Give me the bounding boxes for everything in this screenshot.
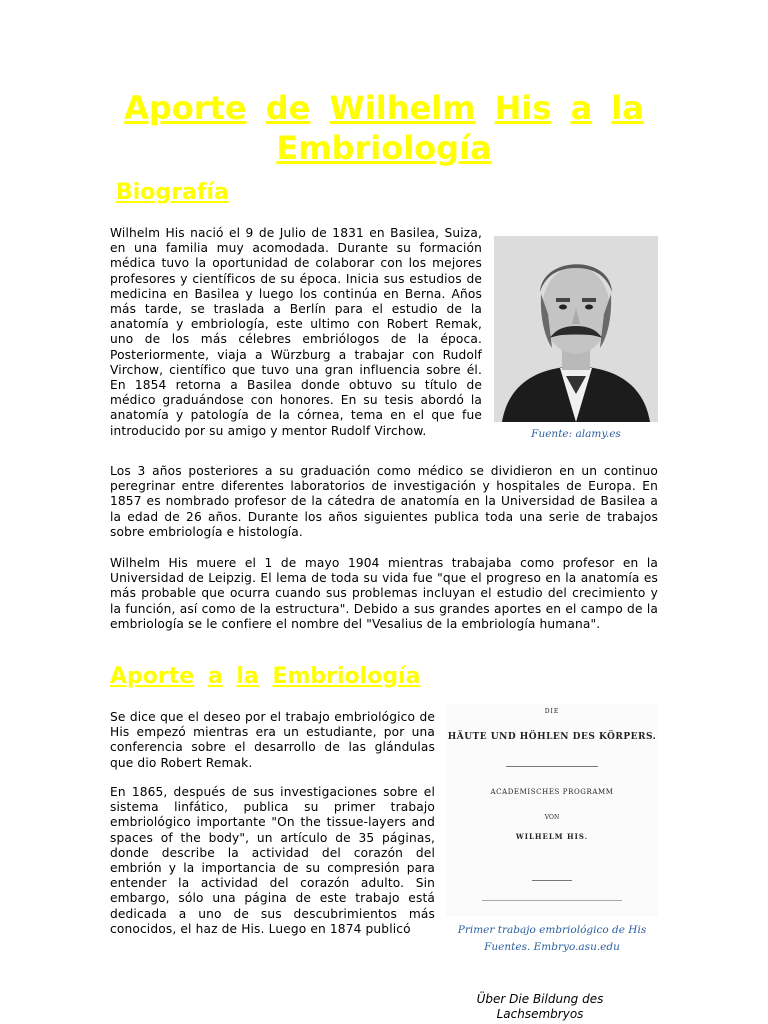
next-section-caption (460, 992, 620, 1022)
doc-divider (532, 880, 572, 881)
title-word: de (265, 89, 311, 127)
aporte-heading-word: a (207, 664, 223, 689)
footer-line-1: Über Die Bildung des (476, 992, 604, 1006)
aporte-heading-word: la (236, 664, 259, 689)
aporte-paragraph-1: Se dice que el deseo por el trabajo embriológico de His empezó mientras era un estudiante, por una conferencia sobre el desarrollo de las glándulas que dio Robert Remak. (110, 710, 435, 770)
portrait-caption: Fuente: alamy.es (531, 428, 621, 440)
biografia-paragraph-1: Wilhelm His nació el 9 de Julio de 1831 en Basilea, Suiza, en una familia muy acomodada. Durante su formación médica tuvo la oportunidad de colaborar con los mejores profesores y científicos de su época. Inicia sus estudios de medicina en Basilea y luego los continúa en Berna. Años más tarde, se traslada a Berlín para el estudio de la anatomía y embriología, este ultimo con Robert Remak, uno de los más célebres embriólogos de la época. Posteriormente, viaja a Würzburg a trabajar con Rudolf Virchow, científico que tuvo una gran influencia sobre él. En 1854 retorna a Basilea donde obtuvo su título de médico graduándose con honores. En su tesis abordó la anatomía y patología de la córnea, tema en el que fue introducido por su amigo y mentor Rudolf Virchow. (110, 226, 482, 438)
aporte-paragraph-2: En 1865, después de sus investigaciones sobre el sistema linfático, publica su primer trabajo embriológico importante "On the tissue-layers and spaces of the body", un artículo de 35 páginas, donde describe la actividad del corazón del embrión y la importancia de su compresión para entender la actividad del corazón adulto. Sin embargo, sólo una página de este trabajo está dedicada a uno de sus descubrimientos más conocidos, el haz de His. Luego en 1874 publicó (110, 785, 435, 936)
aporte-heading-word: Aporte (110, 664, 195, 689)
title-word: a (570, 89, 593, 127)
doc-line: DIE (544, 708, 560, 715)
doc-line: VON (544, 814, 560, 821)
page-title (100, 88, 668, 168)
aporte-heading (110, 664, 426, 689)
biografia-heading (116, 180, 235, 205)
publication-title-page-image (446, 704, 658, 916)
doc-line: HÄUTE UND HÖHLEN DES KÖRPERS. (447, 732, 657, 742)
wilhelm-his-portrait (494, 236, 658, 422)
title-word: His (494, 89, 552, 127)
publication-caption (446, 922, 658, 956)
publication-caption-line-2: Fuentes. Embryo.asu.edu (484, 941, 620, 953)
biografia-paragraph-3: Wilhelm His muere el 1 de mayo 1904 mientras trabajaba como profesor en la Universidad de Leipzig. El lema de toda su vida fue "que el progreso en la anatomía es más probable que ocurra cuando sus problemas incluyan el estudio del crecimiento y la función, así como de la estructura". Debido a sus grandes aportes en el campo de la embriología se le confiere el nombre del "Vesalius de la embriología humana". (110, 556, 658, 631)
biografia-paragraph-2: Los 3 años posteriores a su graduación como médico se dividieron en un continuo peregrinar entre diferentes laboratorios de investigación y hospitales de Europa. En 1857 es nombrado profesor de la cátedra de anatomía en la Universidad de Basilea a la edad de 26 años. Durante los años siguientes publica toda una serie de trabajos sobre embriología e histología. (110, 464, 658, 539)
publication-caption-line-1: Primer trabajo embriológico de His (457, 924, 647, 936)
doc-line: ACADEMISCHES PROGRAMM (490, 788, 614, 796)
doc-imprint-line (482, 900, 622, 901)
doc-divider (506, 766, 598, 767)
title-word: Aporte (124, 89, 247, 127)
title-word: Embriología (276, 129, 492, 167)
doc-line: WILHELM HIS. (515, 832, 589, 841)
biografia-heading-text: Biografía (116, 180, 229, 205)
title-word: Wilhelm (329, 89, 476, 127)
aporte-heading-word: Embriología (272, 664, 421, 689)
title-word: la (611, 89, 644, 127)
footer-line-2: Lachsembryos (496, 1007, 584, 1021)
